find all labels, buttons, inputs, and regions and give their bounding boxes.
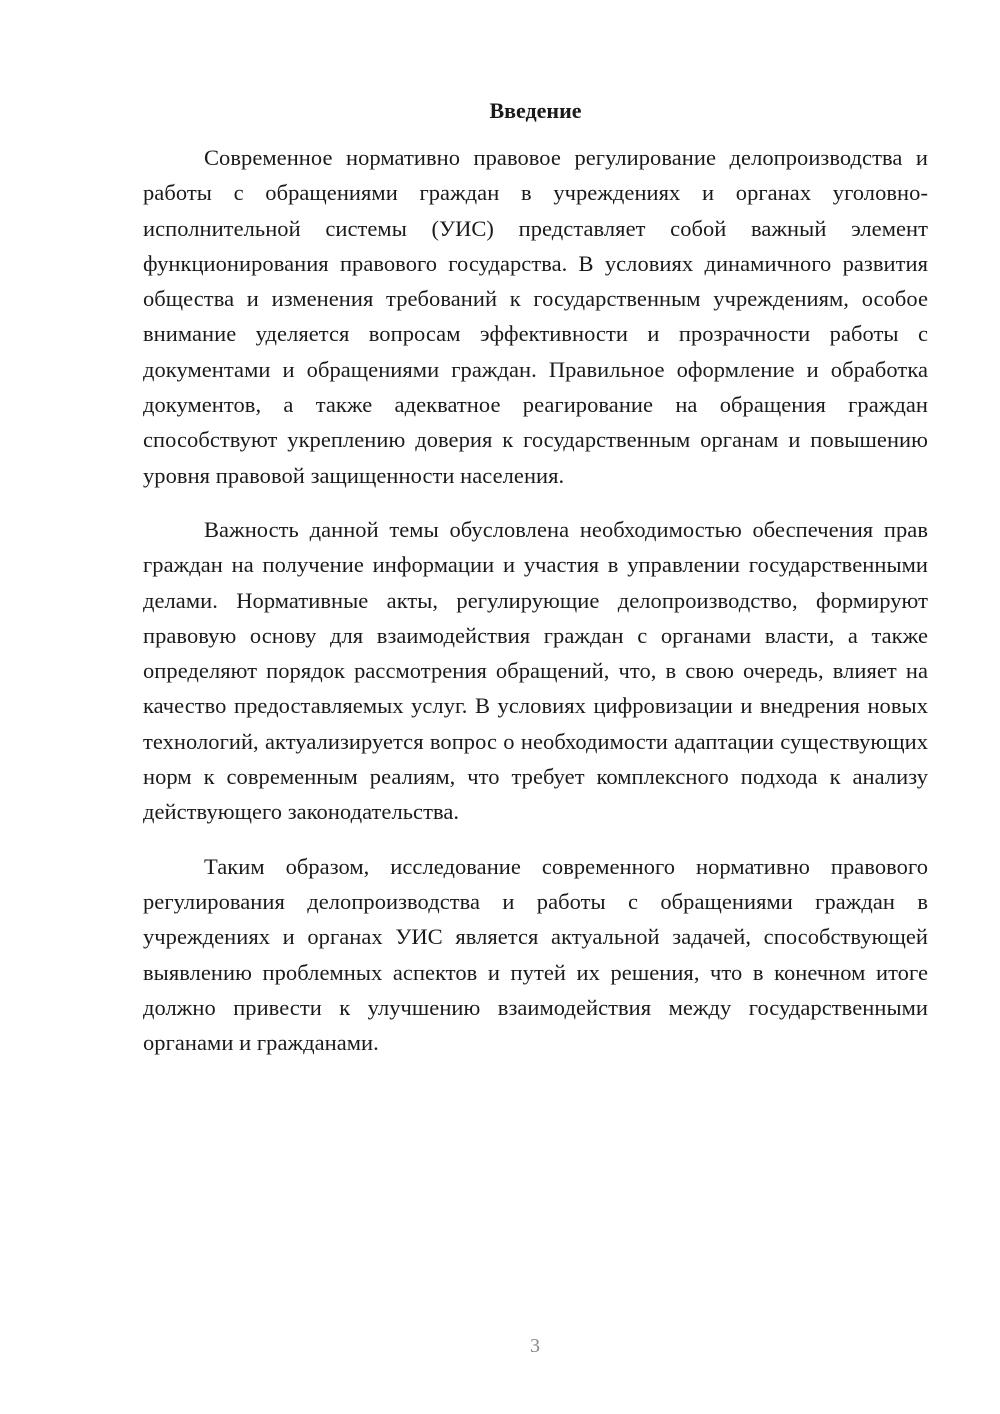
paragraph-1: Современное нормативно правовое регулирование делопроизводства и работы с обращениями граждан в учреждениях и органах уголовно-исполнительной системы (УИС) представляет собой важный элемент функционирования правового государства. В условиях динамичного развития общества и изменения требований к государственным учреждениям, особое внимание уделяется вопросам эффективности и прозрачности работы с документами и обращениями граждан. Правильное оформление и обработка документов, а также адекватное реагирование на обращения граждан способствуют укреплению доверия к государственным органам и повышению уровня правовой защищенности населения. xyxy=(143,145,928,488)
page-content xyxy=(143,96,928,1060)
paragraph-2: Важность данной темы обусловлена необходимостью обеспечения прав граждан на получение информации и участия в управлении государственными делами. Нормативные акты, регулирующие делопроизводство, формируют правовую основу для взаимодействия граждан с органами власти, а также определяют порядок рассмотрения обращений, что, в свою очередь, влияет на качество предоставляемых услуг. В условиях цифровизации и внедрения новых технологий, актуализируется вопрос о необходимости адаптации существующих норм к современным реалиям, что требует комплексного подхода к анализу действующего законодательства. xyxy=(143,516,928,825)
section-heading: Введение xyxy=(489,98,582,123)
paragraph-3: Таким образом, исследование современного нормативно правового регулирования делопроизводства и работы с обращениями граждан в учреждениях и органах УИС является актуальной задачей, способствующей выявлению проблемных аспектов и путей их решения, что в конечном итоге должно привести к улучшению взаимодействия между государственными органами и гражданами. xyxy=(143,853,928,1056)
page-number: 3 xyxy=(530,1335,540,1357)
